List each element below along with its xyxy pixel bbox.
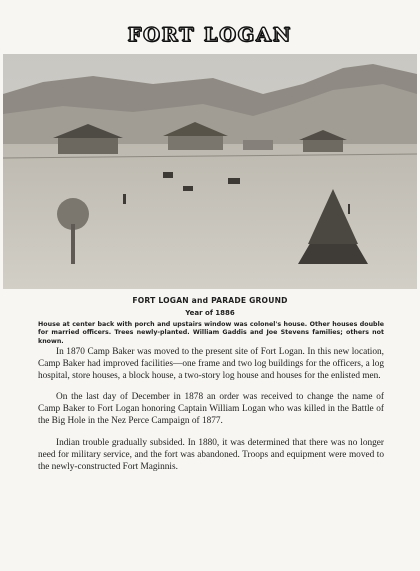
fort-logan-photo-image	[3, 54, 417, 289]
page-title: FORT LOGAN	[127, 24, 293, 46]
body-paragraph: Indian trouble gradually subsided. In 1880, it was determined that there was no longer need for military service, and the fort was abandoned. Troops and equipment were moved to the newly-constructed Fort Maginnis.	[38, 437, 384, 472]
photo-caption-year: Year of 1886	[185, 309, 235, 317]
photo-caption-description: House at center back with porch and upstairs window was colonel's house. Other houses double for married officers. Trees newly-planted. William Gaddis and Joe Stevens families; others not known.	[38, 321, 384, 345]
photo-caption-title: FORT LOGAN and PARADE GROUND	[132, 296, 288, 305]
body-paragraph: In 1870 Camp Baker was moved to the present site of Fort Logan. In this new location, Camp Baker had improved facilities—one frame and two log buildings for the officers, a log hospital, store houses, a block house, a two-story log house and houses for the enlisted men.	[38, 347, 384, 382]
body-text	[38, 346, 384, 482]
historic-photograph	[3, 54, 417, 289]
body-paragraph: On the last day of December in 1878 an order was received to change the name of Camp Baker to Fort Logan honoring Captain William Logan who was killed in the Battle of the Big Hole in the Nez Perce Campaign of 1877.	[38, 392, 384, 427]
